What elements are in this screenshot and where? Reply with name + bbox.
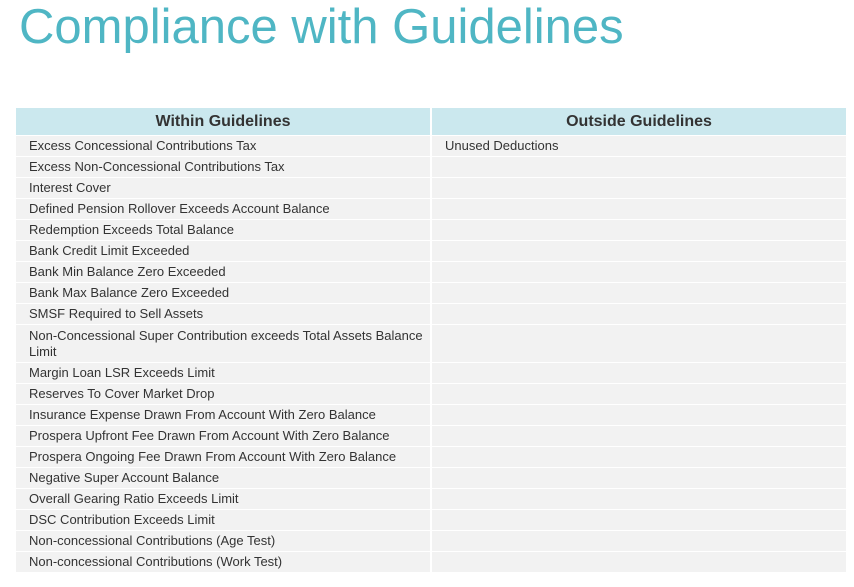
outside-cell — [430, 489, 846, 510]
table-row — [16, 363, 846, 384]
within-cell: Non-Concessional Super Contribution exceeds Total Assets Balance Limit — [16, 325, 430, 363]
outside-cell — [430, 405, 846, 426]
outside-cell — [430, 241, 846, 262]
within-cell: Overall Gearing Ratio Exceeds Limit — [16, 489, 430, 510]
outside-cell — [430, 426, 846, 447]
outside-cell — [430, 178, 846, 199]
outside-cell — [430, 552, 846, 573]
within-cell: Negative Super Account Balance — [16, 468, 430, 489]
table-row — [16, 384, 846, 405]
within-cell: Prospera Upfront Fee Drawn From Account With Zero Balance — [16, 426, 430, 447]
page-title: Compliance with Guidelines — [19, 0, 624, 54]
within-cell: Prospera Ongoing Fee Drawn From Account With Zero Balance — [16, 447, 430, 468]
table-row — [16, 178, 846, 199]
outside-cell — [430, 510, 846, 531]
outside-cell — [430, 468, 846, 489]
within-cell: Redemption Exceeds Total Balance — [16, 220, 430, 241]
outside-cell: Unused Deductions — [430, 136, 846, 157]
table-row — [16, 531, 846, 552]
table-row — [16, 241, 846, 262]
table-row — [16, 552, 846, 573]
within-cell: Bank Min Balance Zero Exceeded — [16, 262, 430, 283]
table-row — [16, 262, 846, 283]
compliance-table — [16, 108, 846, 573]
outside-cell — [430, 384, 846, 405]
outside-cell — [430, 199, 846, 220]
within-cell: Bank Max Balance Zero Exceeded — [16, 283, 430, 304]
table-row — [16, 447, 846, 468]
within-cell: Non-concessional Contributions (Work Test) — [16, 552, 430, 573]
outside-cell — [430, 325, 846, 363]
within-cell: Reserves To Cover Market Drop — [16, 384, 430, 405]
within-cell: Excess Non-Concessional Contributions Tax — [16, 157, 430, 178]
within-guidelines-header: Within Guidelines — [16, 108, 430, 136]
outside-cell — [430, 157, 846, 178]
within-cell: Interest Cover — [16, 178, 430, 199]
within-cell: Non-concessional Contributions (Age Test) — [16, 531, 430, 552]
outside-guidelines-header: Outside Guidelines — [430, 108, 846, 136]
table-row — [16, 304, 846, 325]
outside-cell — [430, 283, 846, 304]
outside-cell — [430, 262, 846, 283]
table-row — [16, 426, 846, 447]
table-row — [16, 510, 846, 531]
within-cell: Insurance Expense Drawn From Account With Zero Balance — [16, 405, 430, 426]
table-row — [16, 136, 846, 157]
table-row — [16, 468, 846, 489]
within-cell: DSC Contribution Exceeds Limit — [16, 510, 430, 531]
table-row — [16, 325, 846, 363]
within-cell: Excess Concessional Contributions Tax — [16, 136, 430, 157]
within-cell: Bank Credit Limit Exceeded — [16, 241, 430, 262]
table-row — [16, 157, 846, 178]
outside-cell — [430, 363, 846, 384]
outside-cell — [430, 447, 846, 468]
outside-cell — [430, 304, 846, 325]
table-row — [16, 220, 846, 241]
outside-cell — [430, 531, 846, 552]
within-cell: SMSF Required to Sell Assets — [16, 304, 430, 325]
outside-cell — [430, 220, 846, 241]
table-row — [16, 489, 846, 510]
table-header-row — [16, 108, 846, 136]
table-row — [16, 199, 846, 220]
table-row — [16, 405, 846, 426]
within-cell: Defined Pension Rollover Exceeds Account Balance — [16, 199, 430, 220]
table-row — [16, 283, 846, 304]
within-cell: Margin Loan LSR Exceeds Limit — [16, 363, 430, 384]
